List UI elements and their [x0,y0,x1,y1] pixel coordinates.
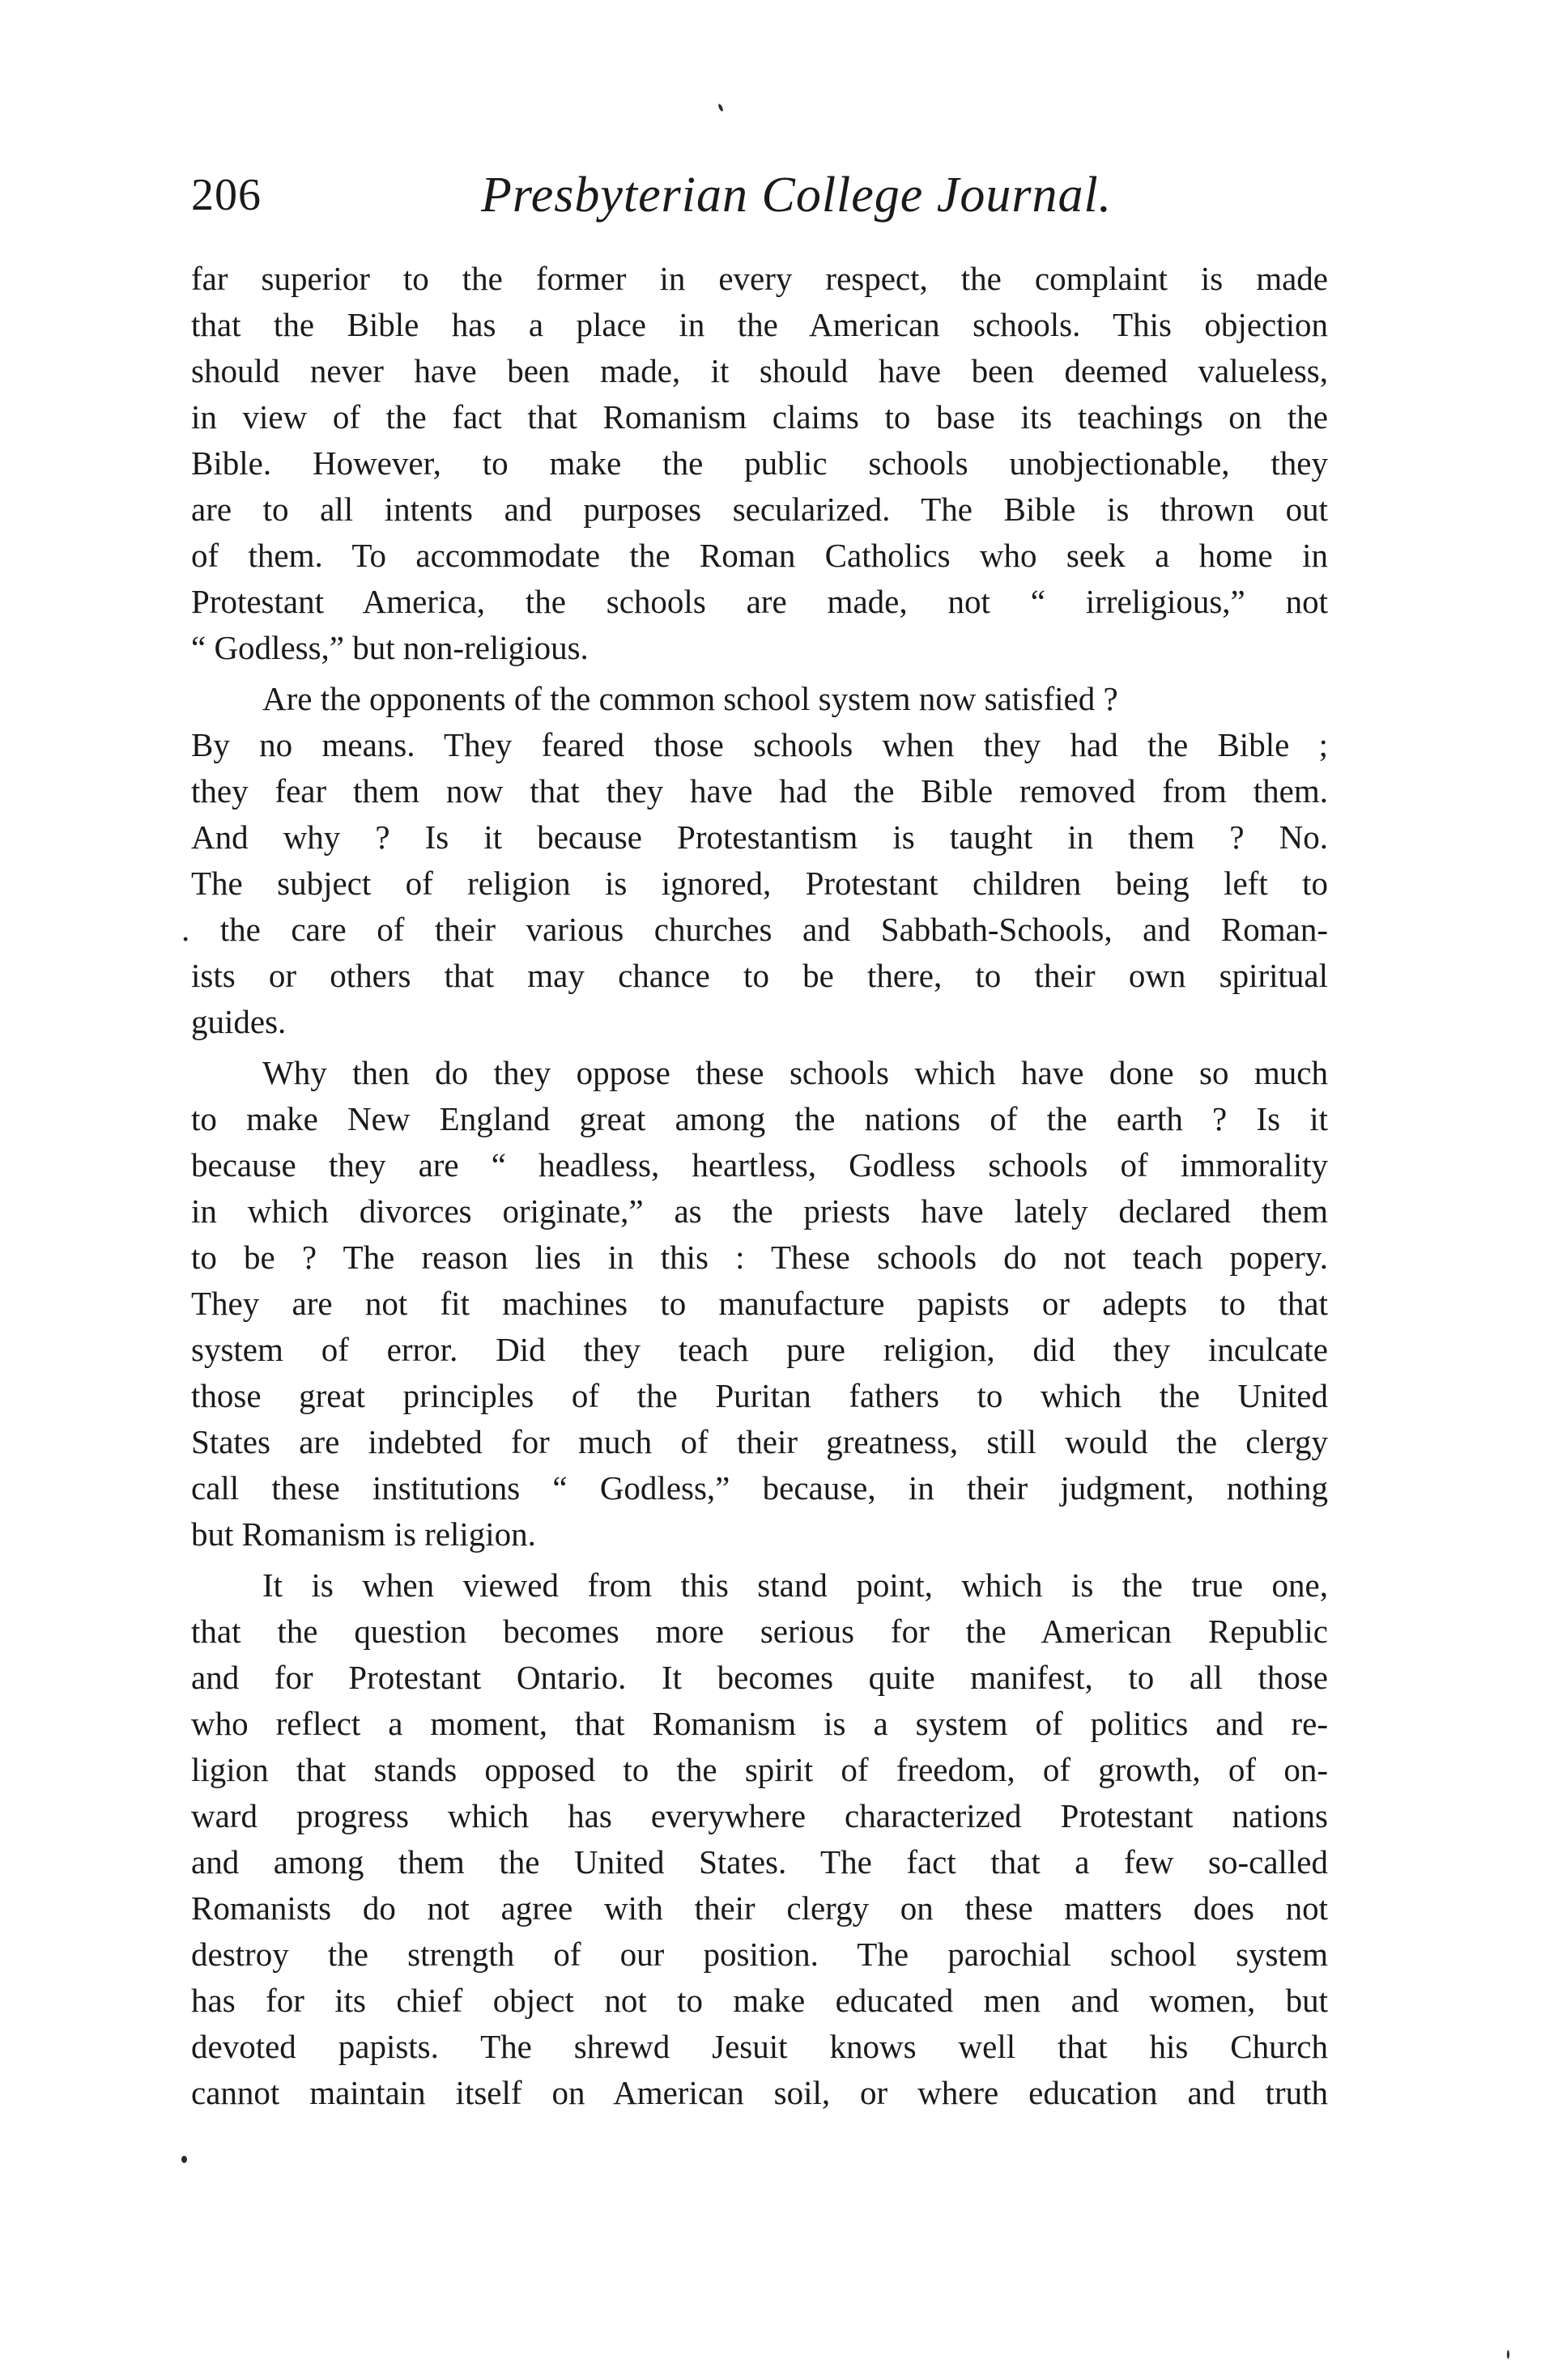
text-line: ligion that stands opposed to the spirit of freedom, of growth, of on- [191,1751,1328,1788]
paragraph [191,1050,1328,1558]
paragraph [181,676,1328,1045]
text-line: are to all intents and purposes secularized. The Bible is thrown out [191,491,1328,528]
text-line: . the care of their various churches and Sabbath-Schools, and Roman- [181,911,1328,948]
text-line: guides. [191,1003,287,1040]
text-line: and among them the United States. The fact that a few so-called [191,1843,1328,1881]
text-line: that the Bible has a place in the American schools. This objection [191,306,1328,343]
text-line: system of error. Did they teach pure religion, did they inculcate [191,1331,1328,1368]
ink-speck [181,2156,187,2163]
text-line: The subject of religion is ignored, Protestant children being left to [191,865,1328,902]
text-line: to be ? The reason lies in this : These schools do not teach popery. [191,1239,1328,1276]
paragraph [191,256,1328,671]
text-line: ists or others that may chance to be there, to their own spiritual [191,957,1328,994]
text-line: Bible. However, to make the public schools unobjectionable, they [191,444,1328,482]
paragraph [191,1562,1328,2116]
text-line: because they are “ headless, heartless, Godless schools of immorality [191,1146,1328,1184]
text-line: It is when viewed from this stand point, which is the true one, [262,1566,1328,1604]
text-line: who reflect a moment, that Romanism is a system of politics and re- [191,1705,1328,1742]
text-line: of them. To accommodate the Roman Catholics who seek a home in [191,537,1328,574]
text-line: in view of the fact that Romanism claims to base its teachings on the [191,398,1328,436]
text-line: devoted papists. The shrewd Jesuit knows well that his Church [191,2028,1328,2065]
text-line: to make New England great among the nations of the earth ? Is it [191,1100,1328,1137]
text-line: that the question becomes more serious for the American Republic [191,1613,1328,1650]
text-line: And why ? Is it because Protestantism is taught in them ? No. [191,818,1328,856]
text-line: By no means. They feared those schools when they had the Bible ; [191,726,1328,763]
text-line: ward progress which has everywhere characterized Protestant nations [191,1797,1328,1834]
text-line: they fear them now that they have had the Bible removed from them. [191,772,1328,810]
ink-speck [1507,2350,1509,2359]
text-line: States are indebted for much of their greatness, still would the clergy [191,1423,1328,1460]
text-line: Are the opponents of the common school system now satisfied ? [262,680,1118,717]
text-line: those great principles of the Puritan fathers to which the United [191,1377,1328,1414]
text-line: and for Protestant Ontario. It becomes quite manifest, to all those [191,1659,1328,1696]
text-line: call these institutions “ Godless,” because, in their judgment, nothing [191,1469,1328,1507]
text-line: They are not fit machines to manufacture papists or adepts to that [191,1285,1328,1322]
text-line: Romanists do not agree with their clergy on these matters does not [191,1889,1328,1927]
ink-speck [717,104,724,113]
text-line: far superior to the former in every respect, the complaint is made [191,260,1328,297]
text-line: but Romanism is religion. [191,1515,536,1553]
text-line: “ Godless,” but non-religious. [191,629,589,666]
page-header [191,159,1328,232]
text-line: Why then do they oppose these schools which have done so much [262,1054,1328,1091]
text-line: Protestant America, the schools are made, not “ irreligious,” not [191,583,1328,620]
running-title: Presbyterian College Journal. [481,168,1113,223]
text-line: destroy the strength of our position. The parochial school system [191,1936,1328,1973]
text-line: in which divorces originate,” as the priests have lately declared them [191,1192,1328,1230]
text-line: cannot maintain itself on American soil, or where education and truth [191,2074,1328,2111]
body-text [181,256,1328,2121]
text-line: has for its chief object not to make educated men and women, but [191,1982,1328,2019]
text-line: should never have been made, it should have been deemed valueless, [191,352,1328,389]
page-number: 206 [191,170,262,220]
